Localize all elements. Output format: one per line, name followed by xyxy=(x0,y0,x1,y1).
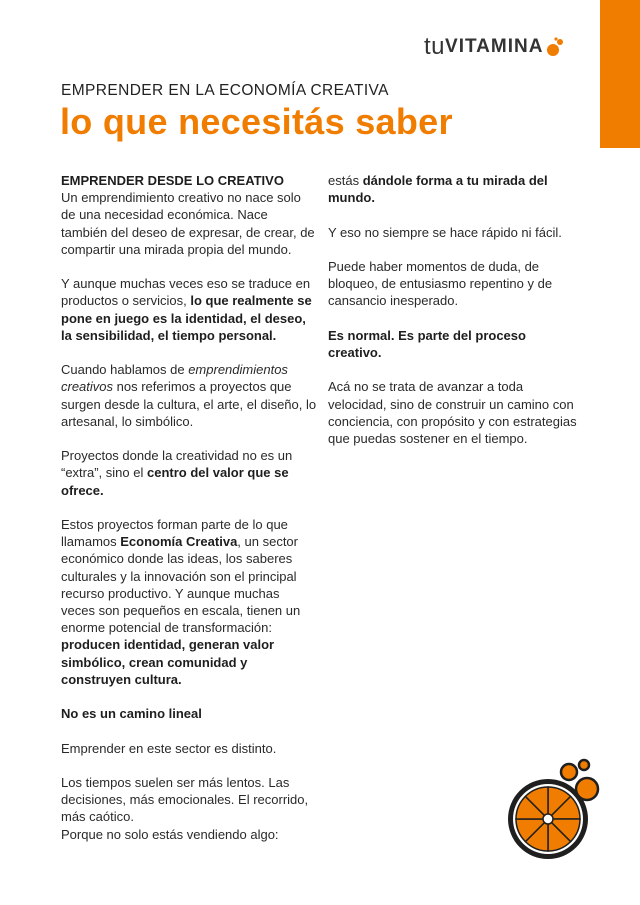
paragraph-7: Los tiempos suelen ser más lentos. Las decisiones, más emocionales. El recorrido, más caótico. xyxy=(61,775,309,825)
subheading xyxy=(61,705,317,722)
paragraph-3-text: Cuando hablamos de xyxy=(61,362,189,378)
paragraph-5-text-mid: , un sector económico donde las ideas, los saberes culturales y la innovación son el principal recurso productivo. Y aunque muchas veces son pequeños en escala, tienen un enorme potencial de transformación: xyxy=(61,534,301,636)
paragraph-3-italic: emprendimientos creativos xyxy=(61,362,288,395)
paragraph-4-text: Proyectos donde la creatividad no es un “extra”, sino el xyxy=(61,448,293,481)
paragraph-1: Un emprendimiento creativo no nace solo de una necesidad económica. Nace también del deseo de expresar, de crear, de compartir una mirada propia del mundo. xyxy=(61,190,315,257)
page-title: lo que necesitás saber xyxy=(60,101,453,142)
paragraph-8: Porque no solo estás vendiendo algo: xyxy=(61,826,279,842)
orange-slice-icon xyxy=(500,755,610,865)
paragraph-5-bold-term: Economía Creativa xyxy=(120,534,238,550)
right-paragraph-1-text: estás xyxy=(328,173,363,188)
logo-tu-text: tu xyxy=(424,33,446,60)
orange-corner-bar xyxy=(600,0,640,148)
section-title-text: EMPRENDER DESDE LO CREATIVO xyxy=(61,173,284,188)
paragraph-5-bold-end: producen identidad, generan valor simbólico, crean comunidad y construyen cultura. xyxy=(61,637,275,687)
right-paragraph-4-bold: Es normal. Es parte del proceso creativo. xyxy=(328,327,526,360)
paragraph-5-text: Estos proyectos forman parte de lo que llamamos xyxy=(61,517,288,550)
paragraph-2-text: Y aunque muchas veces eso se traduce en productos o servicios, xyxy=(61,276,311,309)
paragraph-4-bold: centro del valor que se ofrece. xyxy=(61,465,289,498)
paragraph-4 xyxy=(61,447,317,499)
right-paragraph-2: Y eso no siempre se hace rápido ni fácil. xyxy=(328,224,562,240)
right-paragraph-1 xyxy=(328,172,578,206)
right-paragraph-5: Acá no se trata de avanzar a toda velocidad, sino de construir un camino con conciencia, con propósito y con estrategias que puedas sostener en el tiempo. xyxy=(328,379,577,446)
orange-drop-icon xyxy=(546,37,564,57)
right-column xyxy=(328,172,578,464)
right-paragraph-4 xyxy=(328,327,578,361)
left-column xyxy=(61,172,317,860)
paragraph-6: Emprender en este sector es distinto. xyxy=(61,740,277,756)
right-paragraph-1-bold: dándole forma a tu mirada del mundo. xyxy=(328,173,548,206)
paragraph-3-text-end: nos referimos a proyectos que surgen desde la cultura, el arte, el diseño, lo artesanal, lo simbólico. xyxy=(61,379,317,429)
section-title xyxy=(61,172,317,189)
header-kicker: EMPRENDER EN LA ECONOMÍA CREATIVA xyxy=(61,82,389,99)
paragraph-2-bold: lo que realmente se pone en juego es la identidad, el deseo, la sensibilidad, el tiempo personal. xyxy=(61,293,312,343)
logo-vitamina-text: VITAMINA xyxy=(445,36,544,57)
right-paragraph-3: Puede haber momentos de duda, de bloqueo, de entusiasmo repentino y de cansancio inesperado. xyxy=(328,258,553,309)
paragraph-3 xyxy=(61,361,317,430)
paragraph-5 xyxy=(61,516,317,688)
brand-logo xyxy=(424,30,564,64)
subheading-text: No es un camino lineal xyxy=(61,706,202,722)
paragraph-2 xyxy=(61,275,317,344)
